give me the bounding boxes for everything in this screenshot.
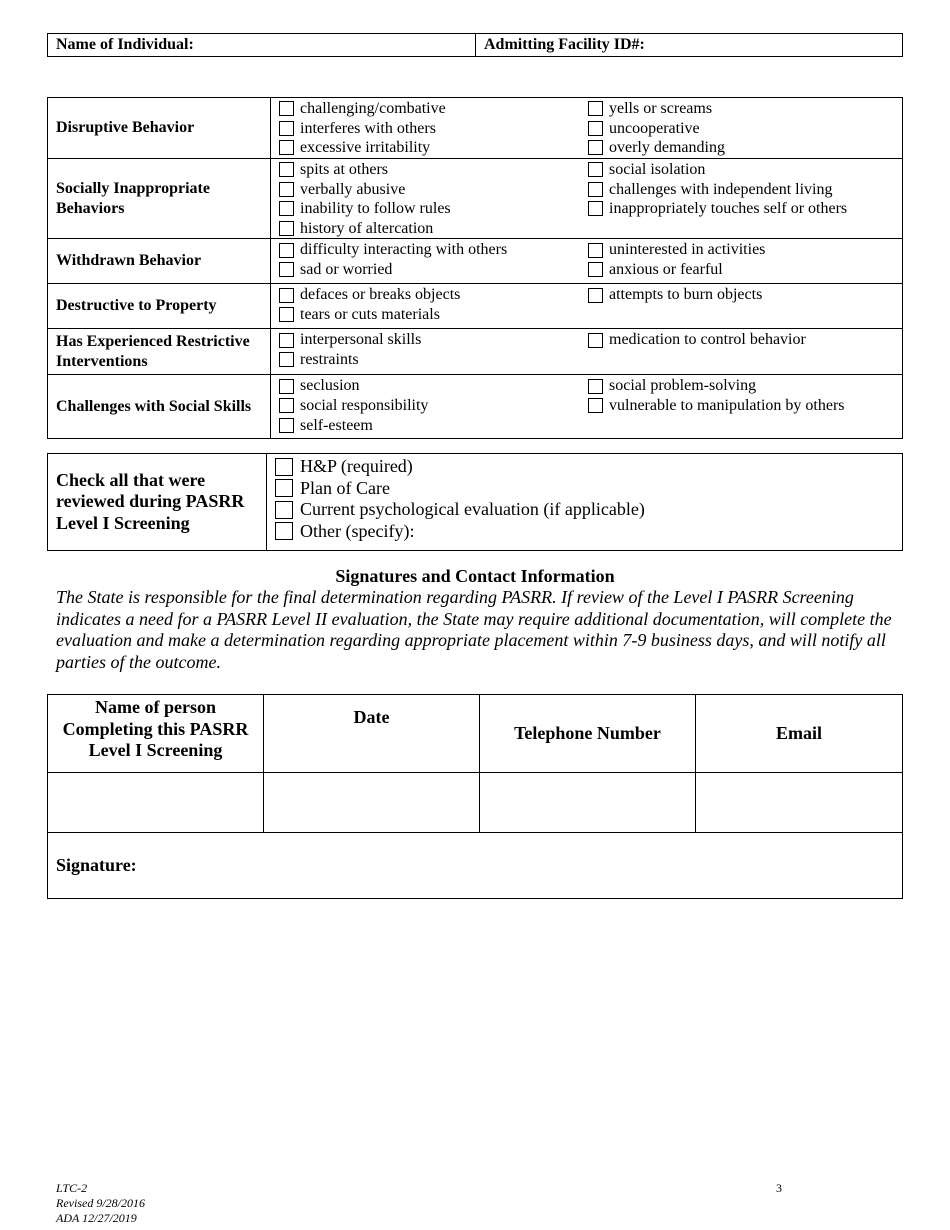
checkbox-icon[interactable] <box>588 182 603 197</box>
behavior-category: Socially Inappropriate Behaviors <box>48 159 271 239</box>
checkbox-option[interactable]: challenging/combative <box>279 99 588 119</box>
checkbox-option[interactable]: challenges with independent living <box>588 180 897 200</box>
checkbox-icon[interactable] <box>588 398 603 413</box>
checkbox-icon[interactable] <box>279 162 294 177</box>
name-of-individual-field[interactable] <box>48 34 476 57</box>
checkbox-option[interactable]: excessive irritability <box>279 138 588 158</box>
review-checkbox-psych-eval[interactable]: Current psychological evaluation (if applicable) <box>275 499 902 521</box>
behavior-row <box>48 239 903 284</box>
checkbox-option[interactable]: anxious or fearful <box>588 260 897 280</box>
checkbox-option[interactable]: vulnerable to manipulation by others <box>588 396 897 416</box>
signature-field[interactable] <box>48 833 903 899</box>
checkbox-icon[interactable] <box>275 522 293 540</box>
checkbox-option[interactable]: social responsibility <box>279 396 588 416</box>
checkbox-icon[interactable] <box>279 243 294 258</box>
checkbox-option[interactable]: inability to follow rules <box>279 199 588 219</box>
checkbox-option[interactable]: social problem-solving <box>588 376 897 396</box>
revised-date: Revised 9/28/2016 <box>56 1196 145 1210</box>
checkbox-icon[interactable] <box>588 333 603 348</box>
checkbox-option[interactable]: restraints <box>279 350 588 370</box>
review-checkbox-hp[interactable]: H&P (required) <box>275 456 902 478</box>
checkbox-option[interactable]: yells or screams <box>588 99 897 119</box>
checkbox-icon[interactable] <box>588 243 603 258</box>
checkbox-icon[interactable] <box>279 121 294 136</box>
checkbox-option[interactable]: history of altercation <box>279 219 588 239</box>
checkbox-icon[interactable] <box>279 352 294 367</box>
checkbox-icon[interactable] <box>588 262 603 277</box>
checkbox-icon[interactable] <box>588 379 603 394</box>
checkbox-option[interactable]: difficulty interacting with others <box>279 240 588 260</box>
review-checkbox-plan-of-care[interactable]: Plan of Care <box>275 478 902 500</box>
checkbox-icon[interactable] <box>588 162 603 177</box>
checkbox-option[interactable]: interferes with others <box>279 119 588 139</box>
form-id: LTC-2 <box>56 1181 88 1195</box>
admitting-facility-id-field[interactable] <box>476 34 903 57</box>
checkbox-icon[interactable] <box>279 101 294 116</box>
checkbox-option[interactable]: verbally abusive <box>279 180 588 200</box>
checkbox-icon[interactable] <box>275 479 293 497</box>
signatures-title: Signatures and Contact Information <box>335 566 615 586</box>
behavior-row <box>48 159 903 239</box>
email-input-cell[interactable] <box>696 773 903 833</box>
column-header-name: Name of person Completing this PASRR Level I Screening <box>48 695 264 773</box>
state-notice: The State is responsible for the final determination regarding PASRR. If review of the Level I PASRR Screening indicates a need for a PASRR Level II evaluation, the State may require additional documentation, will complete the evaluation and make a determination regarding appropriate placement within 7-9 business days, and will notify all parties of the outcome. <box>56 587 892 672</box>
column-header-email: Email <box>696 695 903 773</box>
behavior-category: Has Experienced Restrictive Interventions <box>48 329 271 375</box>
footer <box>56 1181 145 1226</box>
header-table <box>47 33 903 57</box>
checkbox-option[interactable]: uncooperative <box>588 119 897 139</box>
behavior-row <box>48 98 903 159</box>
checkbox-option[interactable]: medication to control behavior <box>588 330 897 350</box>
behavior-row <box>48 375 903 439</box>
checkbox-option[interactable]: tears or cuts materials <box>279 305 588 325</box>
ada-date: ADA 12/27/2019 <box>56 1211 137 1225</box>
checkbox-icon[interactable] <box>275 458 293 476</box>
behavior-category: Disruptive Behavior <box>48 98 271 159</box>
column-header-telephone: Telephone Number <box>480 695 696 773</box>
telephone-input-cell[interactable] <box>480 773 696 833</box>
checkbox-icon[interactable] <box>279 379 294 394</box>
review-checkbox-other[interactable]: Other (specify): <box>275 521 902 543</box>
checkbox-icon[interactable] <box>279 288 294 303</box>
checkbox-option[interactable]: defaces or breaks objects <box>279 285 588 305</box>
behavior-category: Challenges with Social Skills <box>48 375 271 439</box>
checkbox-option[interactable]: seclusion <box>279 376 588 396</box>
name-of-individual-label: Name of Individual: <box>56 36 194 53</box>
checkbox-option[interactable]: attempts to burn objects <box>588 285 897 305</box>
contact-table <box>47 694 903 899</box>
checkbox-icon[interactable] <box>275 501 293 519</box>
behavior-row <box>48 284 903 329</box>
checkbox-icon[interactable] <box>279 333 294 348</box>
checkbox-option[interactable]: self-esteem <box>279 416 588 436</box>
checkbox-option[interactable]: social isolation <box>588 160 897 180</box>
checkbox-option[interactable]: inappropriately touches self or others <box>588 199 897 219</box>
admitting-facility-id-label: Admitting Facility ID#: <box>484 36 645 53</box>
signature-label: Signature: <box>56 855 137 875</box>
checkbox-option[interactable]: interpersonal skills <box>279 330 588 350</box>
checkbox-icon[interactable] <box>279 182 294 197</box>
checkbox-icon[interactable] <box>279 201 294 216</box>
review-label: Check all that were reviewed during PASRR Level I Screening <box>48 454 267 551</box>
date-input-cell[interactable] <box>264 773 480 833</box>
checkbox-option[interactable]: uninterested in activities <box>588 240 897 260</box>
name-input-cell[interactable] <box>48 773 264 833</box>
checkbox-icon[interactable] <box>588 121 603 136</box>
behaviors-table <box>47 97 903 439</box>
page-number: 3 <box>776 1181 782 1195</box>
checkbox-icon[interactable] <box>279 140 294 155</box>
column-header-date: Date <box>264 695 480 773</box>
checkbox-icon[interactable] <box>279 418 294 433</box>
checkbox-icon[interactable] <box>279 262 294 277</box>
checkbox-icon[interactable] <box>588 201 603 216</box>
checkbox-icon[interactable] <box>279 307 294 322</box>
checkbox-icon[interactable] <box>588 288 603 303</box>
checkbox-icon[interactable] <box>279 221 294 236</box>
behavior-category: Destructive to Property <box>48 284 271 329</box>
checkbox-icon[interactable] <box>279 398 294 413</box>
behavior-category: Withdrawn Behavior <box>48 239 271 284</box>
checkbox-option[interactable]: sad or worried <box>279 260 588 280</box>
checkbox-icon[interactable] <box>588 140 603 155</box>
checkbox-option[interactable]: overly demanding <box>588 138 897 158</box>
behavior-row <box>48 329 903 375</box>
checkbox-icon[interactable] <box>588 101 603 116</box>
checkbox-option[interactable]: spits at others <box>279 160 588 180</box>
review-table <box>47 453 903 551</box>
